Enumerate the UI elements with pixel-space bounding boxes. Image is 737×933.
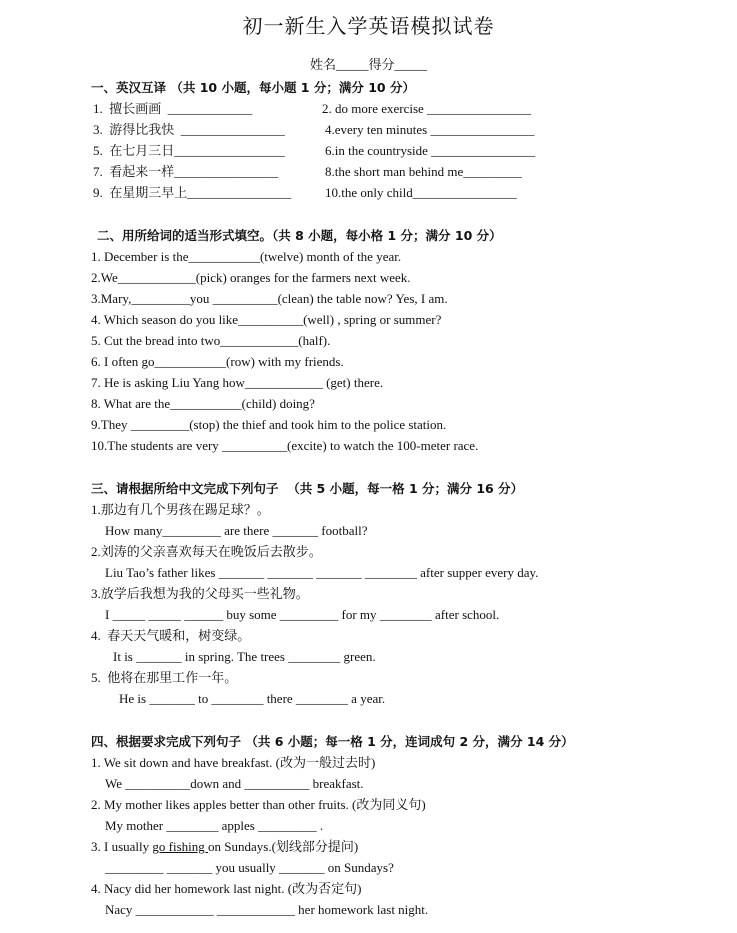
s1-item-9: 9. 在星期三早上________________ <box>93 185 292 200</box>
s2-item-1: 1. December is the___________(twelve) month of the year. <box>91 249 402 264</box>
s2-item-10: 10.The students are very __________(excite) to watch the 100-meter race. <box>91 438 479 453</box>
s4-item-2-a: My mother ________ apples _________ . <box>105 818 324 833</box>
s2-item-6: 6. I often go___________(row) with my friends. <box>91 354 344 369</box>
s1-item-6: 6.in the countryside ________________ <box>325 143 536 158</box>
s2-item-9: 9.They _________(stop) the thief and took him to the police station. <box>91 417 447 432</box>
s3-item-5-cn: 5. 他将在那里工作一年。 <box>91 670 238 685</box>
section1-heading: 一、英汉互译 （共 10 小题，每小题 1 分；满分 10 分） <box>91 80 415 95</box>
s3-item-1-en: How many_________ are there _______ football? <box>105 523 368 538</box>
s2-item-2: 2.We____________(pick) oranges for the farmers next week. <box>91 270 411 285</box>
s1-item-10: 10.the only child________________ <box>325 185 517 200</box>
s4-item-2-q: 2. My mother likes apples better than other fruits. (改为同义句) <box>91 797 426 812</box>
s2-item-3: 3.Mary,_________you __________(clean) the table now? Yes, I am. <box>91 291 448 306</box>
s3-item-2-en: Liu Tao’s father likes _______ _______ _______ ________ after supper every day. <box>105 565 539 580</box>
s3-item-5-en: He is _______ to ________ there ________ a year. <box>119 691 386 706</box>
s3-item-4-cn: 4. 春天天气暖和，树变绿。 <box>91 628 251 643</box>
s3-item-2-cn: 2.刘涛的父亲喜欢每天在晚饭后去散步。 <box>91 544 322 559</box>
s1-item-4: 4.every ten minutes ________________ <box>325 122 535 137</box>
s3-item-3-en: I _____ _____ ______ buy some _________ for my ________ after school. <box>105 607 500 622</box>
section3-heading: 三、请根据所给中文完成下列句子 （共 5 小题，每一格 1 分；满分 16 分） <box>91 481 524 496</box>
s1-item-5: 5. 在七月三日_________________ <box>93 143 285 158</box>
s2-item-7: 7. He is asking Liu Yang how____________ (get) there. <box>91 375 384 390</box>
s4-item-4-a: Nacy ____________ ____________ her homework last night. <box>105 902 429 917</box>
s3-item-1-cn: 1.那边有几个男孩在踢足球？。 <box>91 502 270 517</box>
s2-item-5: 5. Cut the bread into two____________(half). <box>91 333 331 348</box>
s1-item-7: 7. 看起来一样________________ <box>93 164 279 179</box>
s1-item-2: 2. do more exercise ________________ <box>322 101 532 116</box>
s4-item-3-q-pre: 3. I usually <box>91 839 153 854</box>
name-score-line: 姓名_____得分_____ <box>309 57 427 72</box>
section2-heading: 二、用所给词的适当形式填空。（共 8 小题，每小格 1 分；满分 10 分） <box>97 228 502 243</box>
s1-item-8: 8.the short man behind me_________ <box>325 164 522 179</box>
s4-item-1-q: 1. We sit down and have breakfast. (改为一般过去时) <box>91 755 376 770</box>
s1-item-1: 1. 擅长画画 _____________ <box>93 101 253 116</box>
s1-item-3: 3. 游得比我快 ________________ <box>93 122 285 137</box>
s4-item-3-q <box>91 839 358 855</box>
s2-item-8: 8. What are the___________(child) doing? <box>91 396 315 411</box>
s3-item-3-cn: 3.放学后我想为我的父母买一些礼物。 <box>91 586 309 601</box>
s4-item-4-q: 4. Nacy did her homework last night. (改为否定句) <box>91 881 362 896</box>
s4-item-1-a: We __________down and __________ breakfast. <box>105 776 364 791</box>
section4-heading: 四、根据要求完成下列句子 （共 6 小题；每一格 1 分，连词成句 2 分，满分 14 分） <box>91 734 574 749</box>
s3-item-4-en: It is _______ in spring. The trees ________ green. <box>113 649 376 664</box>
s4-item-3-q-post: on Sundays.(划线部分提问) <box>208 839 359 854</box>
s2-item-4: 4. Which season do you like__________(well) , spring or summer? <box>91 312 442 327</box>
s4-item-3-a: _________ _______ you usually _______ on Sundays? <box>105 860 394 875</box>
page-title: 初一新生入学英语模拟试卷 <box>242 16 495 38</box>
s4-item-3-q-underlined: go fishing <box>152 839 209 854</box>
